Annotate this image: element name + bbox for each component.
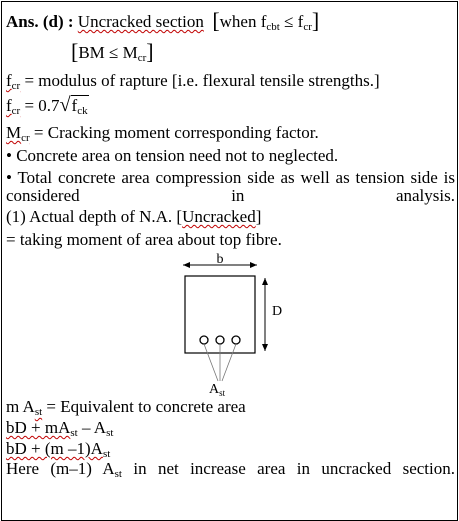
- expression-2: bD + (m $-1)A_{st}$: [6, 439, 111, 460]
- net-increase-statement: Here (m–1) $A_{st}$ in net increase area in uncracked section.: [6, 459, 455, 480]
- arrowhead-up-icon: [262, 278, 268, 285]
- fcr-formula: $f_{cr} = 0.7√f_{ck}$: [6, 94, 88, 117]
- rebar-circle: [232, 336, 240, 344]
- answer-label: Ans. (d) :: [6, 12, 74, 31]
- ast-label: $A_{st}$: [209, 382, 226, 398]
- section-type: Uncracked section: [77, 12, 204, 31]
- rebar-circle: [200, 336, 208, 344]
- width-label: b: [216, 252, 224, 267]
- rebar-circle: [216, 336, 224, 344]
- leader-line: [204, 344, 218, 381]
- arrowhead-left-icon: [183, 262, 190, 268]
- section-diagram: [2, 251, 458, 401]
- arrowhead-right-icon: [250, 262, 257, 268]
- mcr-definition: $M_{cr}$ = Cracking moment corresponding factor.: [6, 123, 319, 144]
- answer-line: Ans. (d) : Uncracked section [when $f_{cbt} \le f_{cr}$]: [6, 8, 320, 33]
- depth-label: D: [272, 304, 283, 319]
- leader-line: [222, 344, 236, 381]
- beam-section-rect: [185, 276, 255, 353]
- answer-box: [1, 1, 458, 521]
- fcr-definition: $f_{cr}$ = modulus of rapture [i.e. flexural tensile strengths.]: [6, 71, 380, 92]
- expression-1: bD + $mA_{st} - A_{st}$: [6, 418, 114, 439]
- condition-text: when $f_{cbt} \le f_{cr}$: [219, 12, 312, 33]
- step-1: (1) Actual depth of N.A. [Uncracked]: [6, 207, 262, 226]
- step-1-description: = taking moment of area about top fibre.: [6, 230, 282, 249]
- arrowhead-down-icon: [262, 344, 268, 351]
- bm-condition: $[BM \le M_{cr}]$: [71, 39, 154, 64]
- bullet-1: • Concrete area on tension need not to neglected.: [6, 146, 339, 165]
- bullet-2: • Total concrete area compression side as well as tension side is considered in analysis.: [6, 168, 455, 205]
- equivalent-area: m $A_{st}$ = Equivalent to concrete area: [6, 397, 246, 418]
